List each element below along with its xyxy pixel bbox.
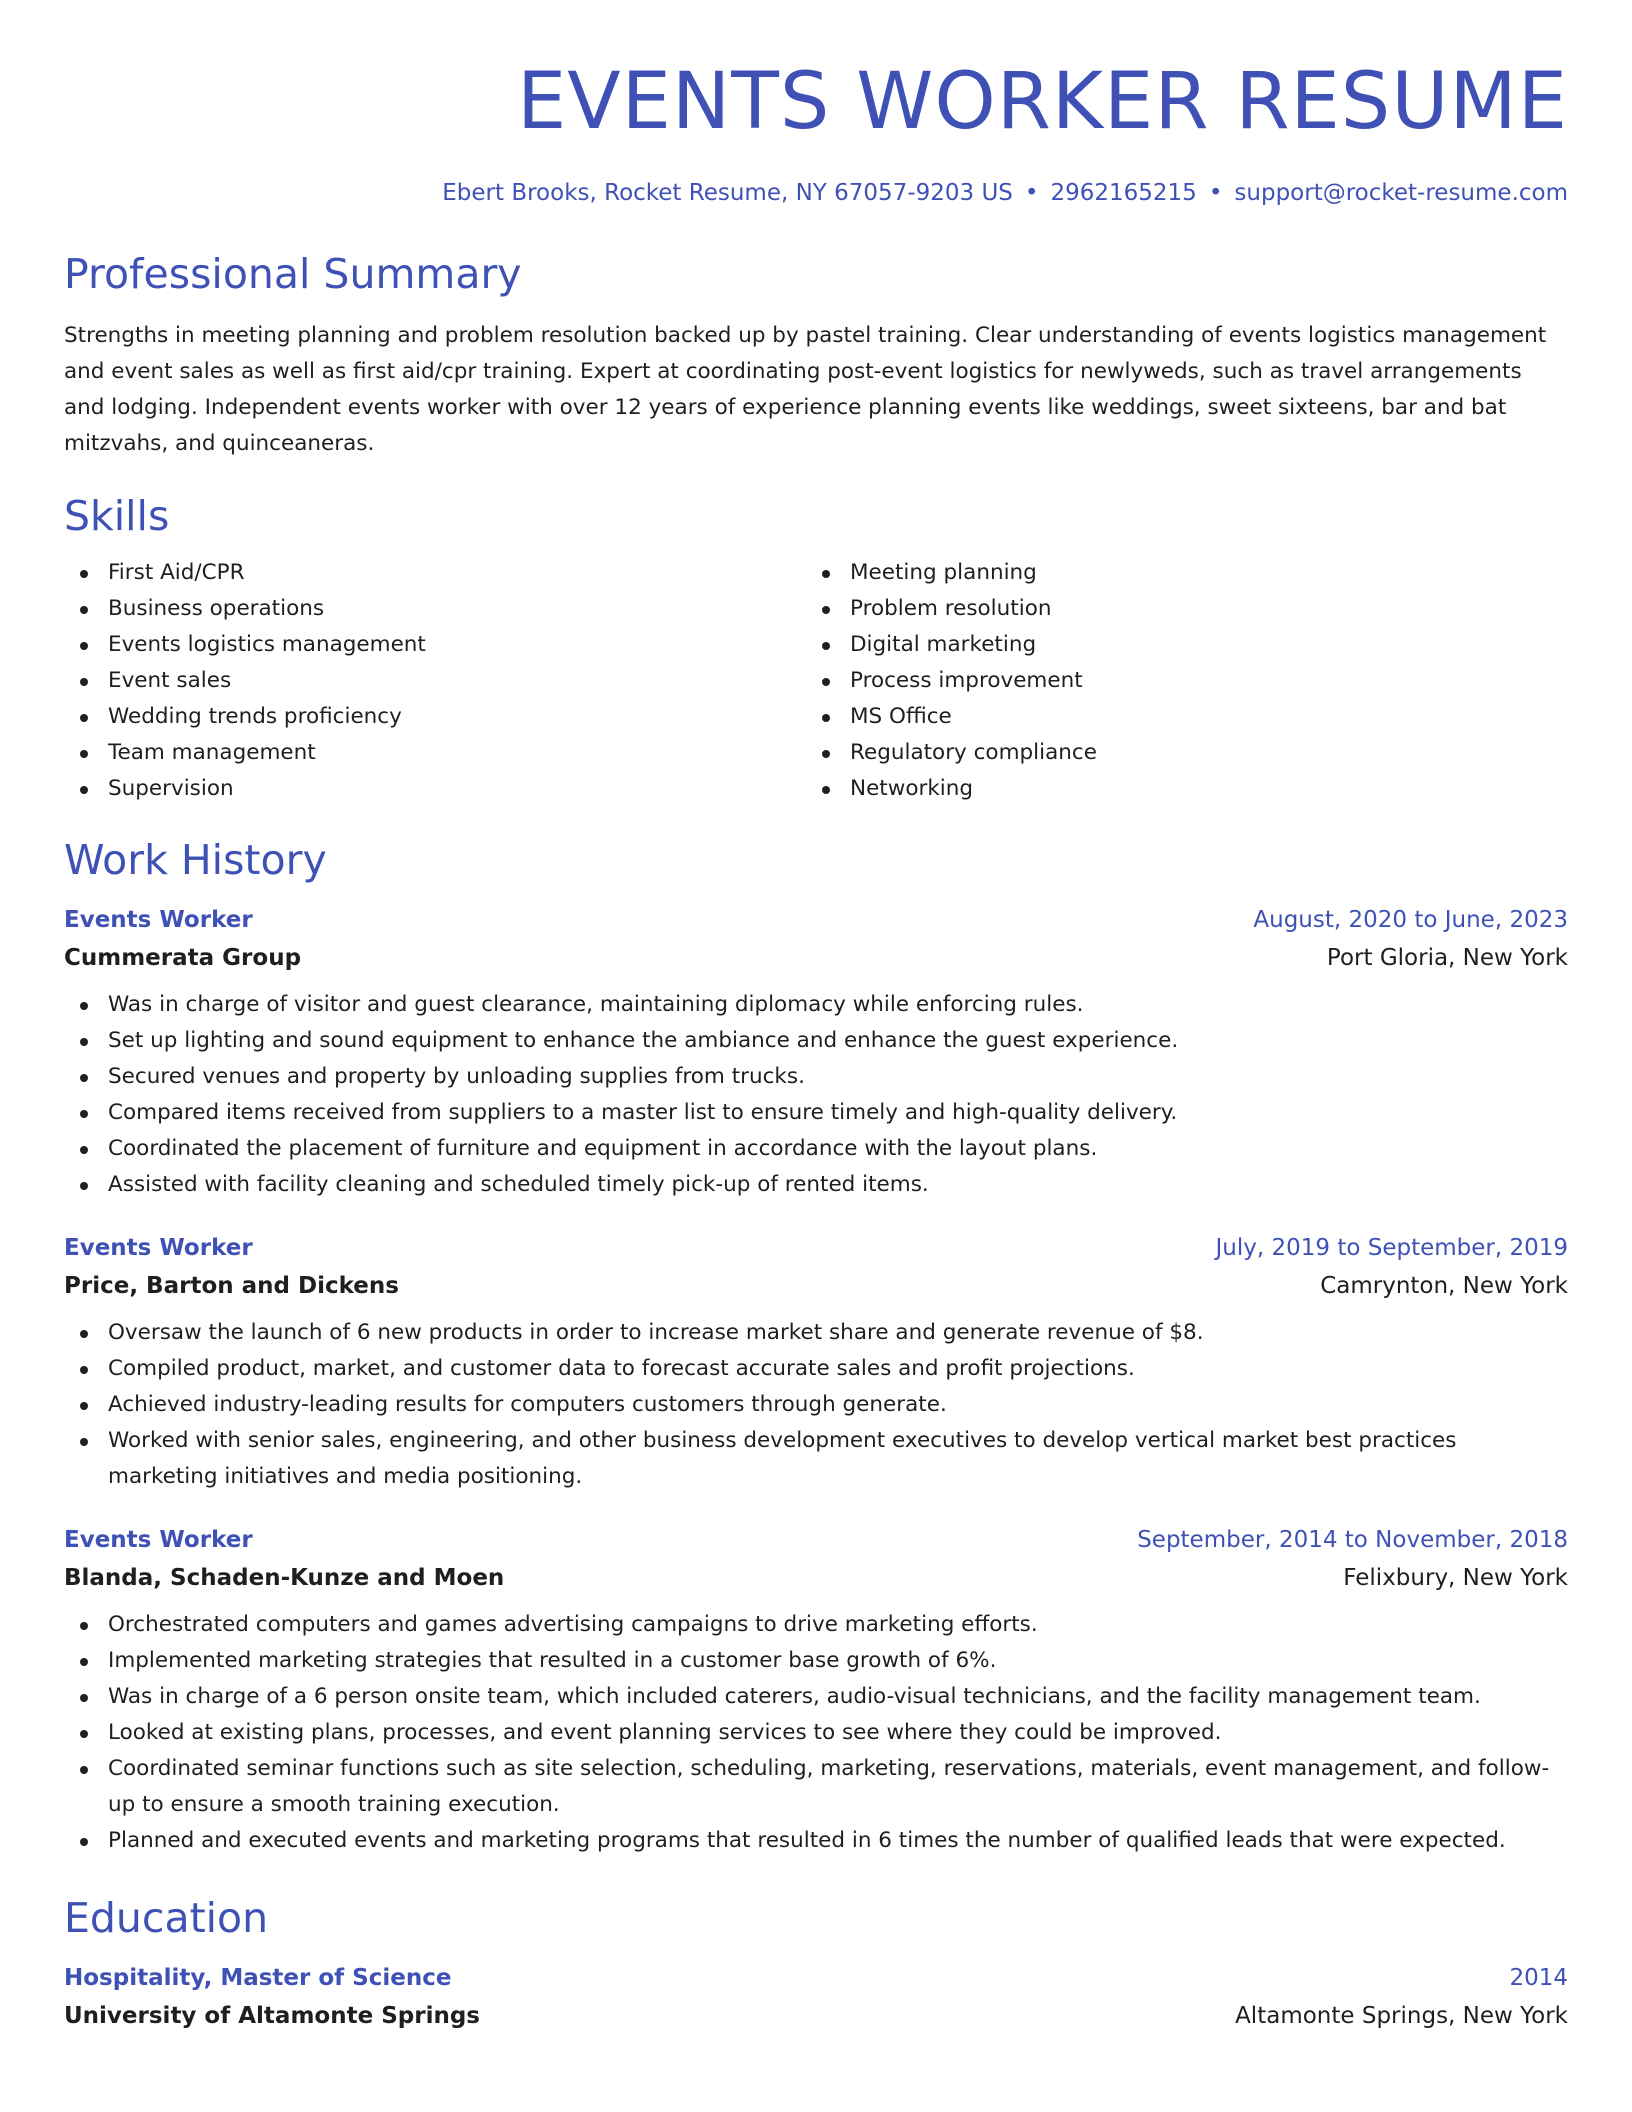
work-history-section (64, 835, 1568, 1859)
job-bullet: Set up lighting and sound equipment to enhance the ambiance and enhance the guest experience. (64, 1023, 1568, 1059)
job-bullets (64, 1315, 1568, 1495)
contact-phone: 2962165215 (1050, 180, 1197, 206)
job-bullet: Orchestrated computers and games advertising campaigns to drive marketing efforts. (64, 1607, 1568, 1643)
education-year: 2014 (1509, 1965, 1568, 1991)
contact-separator: • (1024, 180, 1039, 206)
job-dates: July, 2019 to September, 2019 (1215, 1235, 1568, 1261)
job-bullet: Was in charge of visitor and guest clearance, maintaining diplomacy while enforcing rules. (64, 987, 1568, 1023)
job-company: Price, Barton and Dickens (64, 1273, 399, 1299)
skills-section (64, 491, 1568, 807)
job-header (64, 1233, 1568, 1263)
job-bullets (64, 987, 1568, 1203)
summary-heading: Professional Summary (64, 250, 522, 298)
resume-header (64, 0, 1568, 208)
job-dates: August, 2020 to June, 2023 (1253, 907, 1568, 933)
job-location: Felixbury, New York (1343, 1565, 1568, 1591)
skills-heading: Skills (64, 492, 170, 540)
education-heading: Education (64, 1894, 269, 1942)
resume-title: EVENTS WORKER RESUME (516, 57, 1568, 147)
skills-columns (64, 555, 1568, 807)
education-location: Altamonte Springs, New York (1235, 2003, 1568, 2029)
contact-address: Ebert Brooks, Rocket Resume, NY 67057-9203 US (442, 180, 1013, 206)
job-entry (64, 905, 1568, 1203)
job-location: Port Gloria, New York (1326, 945, 1568, 971)
job-role: Events Worker (64, 907, 253, 933)
job-bullet: Compared items received from suppliers to a master list to ensure timely and high-quality delivery. (64, 1095, 1568, 1131)
job-entry (64, 1525, 1568, 1859)
job-dates: September, 2014 to November, 2018 (1137, 1527, 1568, 1553)
contact-line (64, 178, 1568, 208)
skill-item: Problem resolution (806, 591, 1548, 627)
job-entry (64, 1233, 1568, 1495)
job-bullet: Oversaw the launch of 6 new products in order to increase market share and generate revenue of $8. (64, 1315, 1568, 1351)
job-role: Events Worker (64, 1235, 253, 1261)
skill-item: Supervision (64, 771, 806, 807)
education-school: University of Altamonte Springs (64, 2003, 480, 2029)
job-role: Events Worker (64, 1527, 253, 1553)
job-bullet: Was in charge of a 6 person onsite team, which included caterers, audio-visual technicians, and the facility management team. (64, 1679, 1568, 1715)
job-subheader (64, 943, 1568, 973)
education-degree: Hospitality, Master of Science (64, 1965, 452, 1991)
skill-item: Digital marketing (806, 627, 1548, 663)
job-bullet: Achieved industry-leading results for computers customers through generate. (64, 1387, 1568, 1423)
contact-email[interactable]: support@rocket-resume.com (1234, 180, 1568, 206)
job-bullet: Secured venues and property by unloading supplies from trucks. (64, 1059, 1568, 1095)
job-subheader (64, 1563, 1568, 1593)
summary-section (64, 249, 1568, 462)
job-bullet: Coordinated the placement of furniture and equipment in accordance with the layout plans. (64, 1131, 1568, 1167)
skill-item: Wedding trends proficiency (64, 699, 806, 735)
job-bullet: Looked at existing plans, processes, and event planning services to see where they could be improved. (64, 1715, 1568, 1751)
skill-item: First Aid/CPR (64, 555, 806, 591)
skill-item: Meeting planning (806, 555, 1548, 591)
skill-item: MS Office (806, 699, 1548, 735)
job-bullet: Planned and executed events and marketing programs that resulted in 6 times the number of qualified leads that were expected. (64, 1823, 1568, 1859)
job-bullet: Worked with senior sales, engineering, and other business development executives to develop vertical market best practices marketing initiatives and media positioning. (64, 1423, 1568, 1495)
education-section (64, 1893, 1568, 2031)
skills-list-left (64, 555, 806, 807)
skill-item: Business operations (64, 591, 806, 627)
job-company: Blanda, Schaden-Kunze and Moen (64, 1565, 505, 1591)
work-history-heading: Work History (64, 836, 327, 884)
skill-item: Team management (64, 735, 806, 771)
education-subheader (64, 2001, 1568, 2031)
job-subheader (64, 1271, 1568, 1301)
skill-item: Events logistics management (64, 627, 806, 663)
summary-text: Strengths in meeting planning and problem resolution backed up by pastel training. Clear understanding of events logistics management and event sales as well as first aid/cpr training. Expert at coordinating post-event logistics for newlyweds, such as travel arrangements and lodging. Independent events worker with over 12 years of experience planning events like weddings, sweet sixteens, bar and bat mitzvahs, and quinceaneras. (64, 323, 1547, 456)
skill-item: Event sales (64, 663, 806, 699)
job-bullet: Assisted with facility cleaning and scheduled timely pick-up of rented items. (64, 1167, 1568, 1203)
job-bullet: Compiled product, market, and customer data to forecast accurate sales and profit projections. (64, 1351, 1568, 1387)
education-entry (64, 1963, 1568, 2031)
job-bullets (64, 1607, 1568, 1859)
skill-item: Networking (806, 771, 1548, 807)
job-header (64, 1525, 1568, 1555)
job-bullet: Implemented marketing strategies that resulted in a customer base growth of 6%. (64, 1643, 1568, 1679)
education-header (64, 1963, 1568, 1993)
skill-item: Process improvement (806, 663, 1548, 699)
job-bullet: Coordinated seminar functions such as site selection, scheduling, marketing, reservations, materials, event management, and follow-up to ensure a smooth training execution. (64, 1751, 1568, 1823)
skills-list-right (806, 555, 1548, 807)
job-location: Camrynton, New York (1320, 1273, 1568, 1299)
job-company: Cummerata Group (64, 945, 302, 971)
contact-separator: • (1208, 180, 1223, 206)
job-header (64, 905, 1568, 935)
skill-item: Regulatory compliance (806, 735, 1548, 771)
